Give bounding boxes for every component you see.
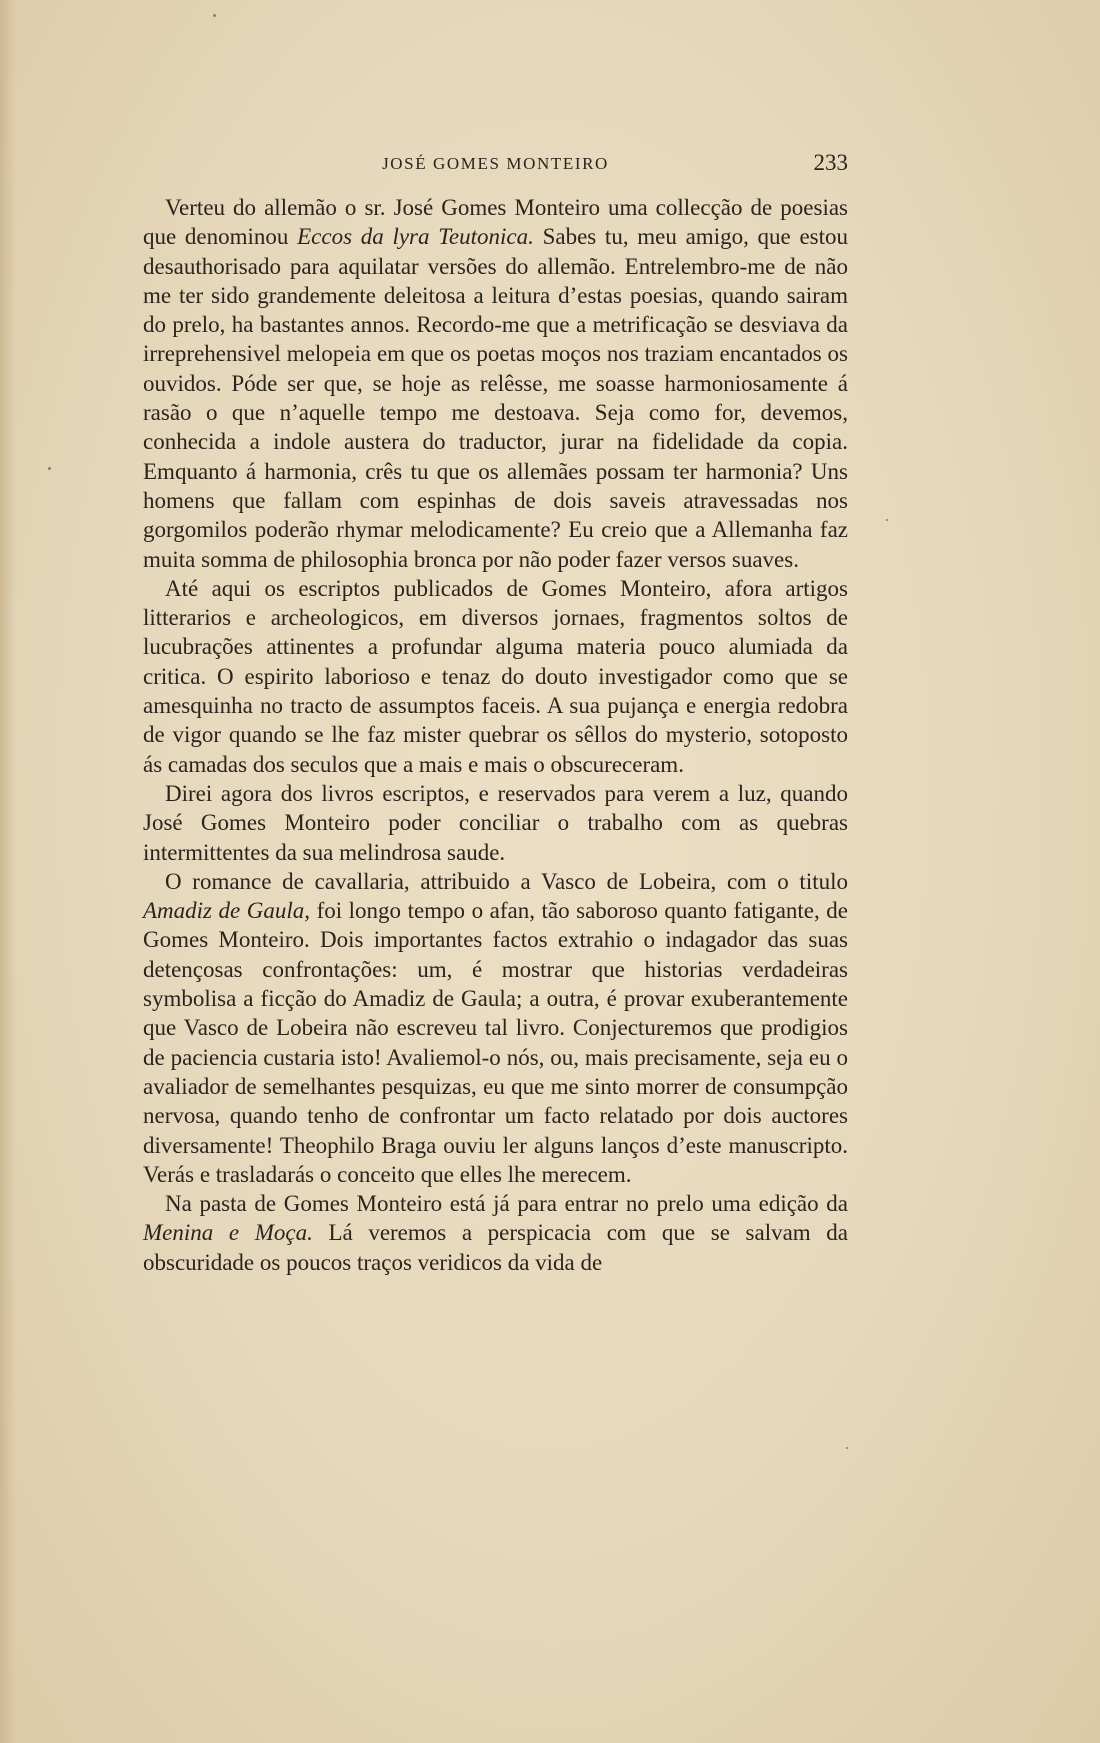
paper-speck xyxy=(48,467,51,470)
running-title: JOSÉ GOMES MONTEIRO xyxy=(382,154,609,173)
paper-speck xyxy=(213,14,216,17)
paper-speck xyxy=(846,1447,848,1449)
book-title-italic: Amadiz de Gaula, xyxy=(143,898,311,924)
text-segment: Sabes tu, meu amigo, que estou desauthorisado para aquilatar versões do allemão. Entrelembro-me de não me ter sido grandemente deleitosa a leitura d’estas poesias, quando sairam do prelo, ha bastantes annos. Recordo-me que a metrificação se desviava da irreprehensivel melopeia em que os poetas moços nos traziam encantados os ouvidos. Póde ser que, se hoje as relêsse, me soasse harmoniosamente á rasão o que n’aquelle tempo me destoava. Seja como for, devemos, conhecida a indole austera do traductor, jurar na fidelidade da copia. Emquanto á harmonia, crês tu que os allemães possam ter harmonia? Uns homens que fallam com espinhas de dois saveis atravessadas nos gorgomilos poderão rhymar melodicamente? Eu creio que a Allemanha faz muita somma de philosophia bronca por não poder fazer versos suaves. xyxy=(143,224,849,572)
paragraph xyxy=(143,1189,848,1277)
running-head xyxy=(143,150,848,180)
page-edge-shadow xyxy=(0,0,16,1743)
paper-speck xyxy=(886,519,888,521)
book-title-italic: Eccos da lyra Teutonica. xyxy=(297,224,534,250)
text-segment: Direi agora dos livros escriptos, e reservados para verem a luz, quando José Gomes Monteiro poder conciliar o trabalho com as quebras intermittentes da sua melindrosa saude. xyxy=(143,780,848,865)
paragraph xyxy=(143,867,848,1189)
text-segment: Na pasta de Gomes Monteiro está já para entrar no prelo uma edição da xyxy=(165,1191,848,1217)
page-number: 233 xyxy=(813,150,848,175)
text-segment: O romance de cavallaria, attribuido a Vasco de Lobeira, com o titulo xyxy=(165,868,848,894)
paragraph xyxy=(143,574,848,779)
book-title-italic: Menina e Moça. xyxy=(143,1220,313,1246)
text-segment: Verteu do allemão o sr. José Gomes Monteiro uma collecção de poesias que denominou xyxy=(143,195,848,250)
text-segment: Até aqui os escriptos publicados de Gomes Monteiro, afora artigos litterarios e archeologicos, em diversos jornaes, fragmentos soltos de lucubrações attinentes a profundar alguma materia pouco alumiada da critica. O espirito laborioso e tenaz do douto investigador como que se amesquinha no tracto de assumptos faceis. A sua pujança e energia redobra de vigor quando se lhe faz mister quebrar os sêllos do mysterio, sotoposto ás camadas dos seculos que a mais e mais o obscureceram. xyxy=(143,575,848,777)
text-segment: foi longo tempo o afan, tão saboroso quanto fatigante, de Gomes Monteiro. Dois importantes factos extrahio o indagador das suas detençosas confrontações: um, é mostrar que historias verdadeiras symbolisa a ficção do Amadiz de Gaula; a outra, é provar exuberantemente que Vasco de Lobeira não escreveu tal livro. Conjecturemos que prodigios de paciencia custaria isto! Avaliemol-o nós, ou, mais precisamente, seja eu o avaliador de semelhantes pesquizas, eu que me sinto morrer de consumpção nervosa, quando tenho de confrontar um facto relatado por dois auctores diversamente! Theophilo Braga ouviu ler alguns lanços d’este manuscripto. Verás e trasladarás o conceito que elles lhe merecem. xyxy=(143,898,848,1187)
paragraph xyxy=(143,193,848,574)
body-text xyxy=(143,193,848,1277)
paragraph xyxy=(143,779,848,867)
text-segment: Lá veremos a perspicacia com que se salvam da obscuridade os poucos traços veridicos da vida de xyxy=(143,1220,849,1275)
